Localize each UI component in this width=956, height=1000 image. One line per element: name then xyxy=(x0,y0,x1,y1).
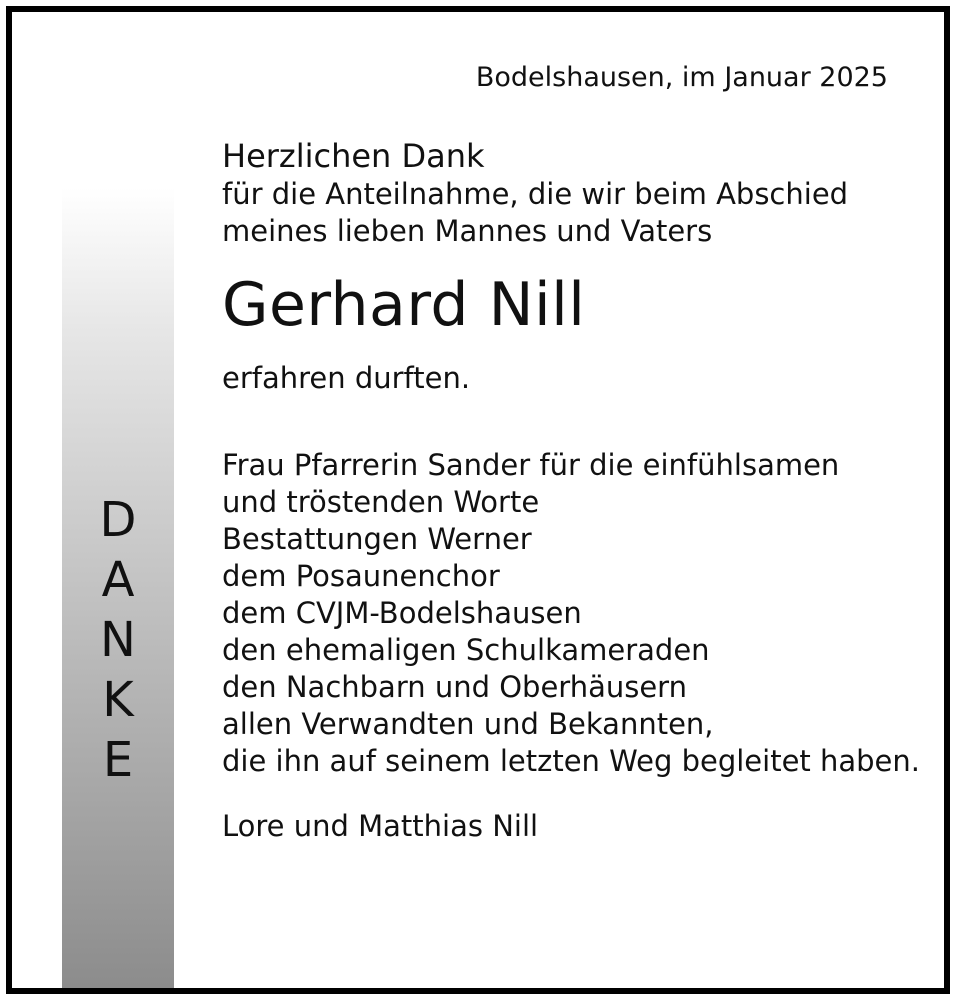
danke-vertical-text xyxy=(62,490,174,790)
thanks-line: dem Posaunenchor xyxy=(222,559,500,593)
danke-letter: E xyxy=(102,732,134,788)
intro-line: meines lieben Mannes und Vaters xyxy=(222,214,713,248)
thanks-line: die ihn auf seinem letzten Weg begleitet haben. xyxy=(222,744,920,778)
danke-letter: D xyxy=(99,492,137,548)
main-content xyxy=(222,136,937,845)
thanks-line: den ehemaligen Schulkameraden xyxy=(222,633,710,667)
deceased-name: Gerhard Nill xyxy=(222,270,586,340)
intro-line: für die Anteilnahme, die wir beim Abschied xyxy=(222,177,849,211)
thanks-line: den Nachbarn und Oberhäusern xyxy=(222,670,687,704)
signature: Lore und Matthias Nill xyxy=(222,809,539,843)
danke-letter: N xyxy=(100,612,136,668)
after-name-text: erfahren durften. xyxy=(222,361,471,395)
danke-letter: K xyxy=(102,672,134,728)
thanks-line: dem CVJM-Bodelshausen xyxy=(222,596,582,630)
heading: Herzlichen Dank xyxy=(222,137,485,175)
thanks-line: Bestattungen Werner xyxy=(222,522,532,556)
thanks-line: allen Verwandten und Bekannten, xyxy=(222,707,714,741)
thanks-line: und tröstenden Worte xyxy=(222,485,540,519)
place-date: Bodelshausen, im Januar 2025 xyxy=(475,62,888,93)
thanks-line: Frau Pfarrerin Sander für die einfühlsamen xyxy=(222,448,840,482)
danke-letter: A xyxy=(101,552,135,608)
thanks-list xyxy=(222,447,937,780)
obituary-card xyxy=(6,6,950,994)
